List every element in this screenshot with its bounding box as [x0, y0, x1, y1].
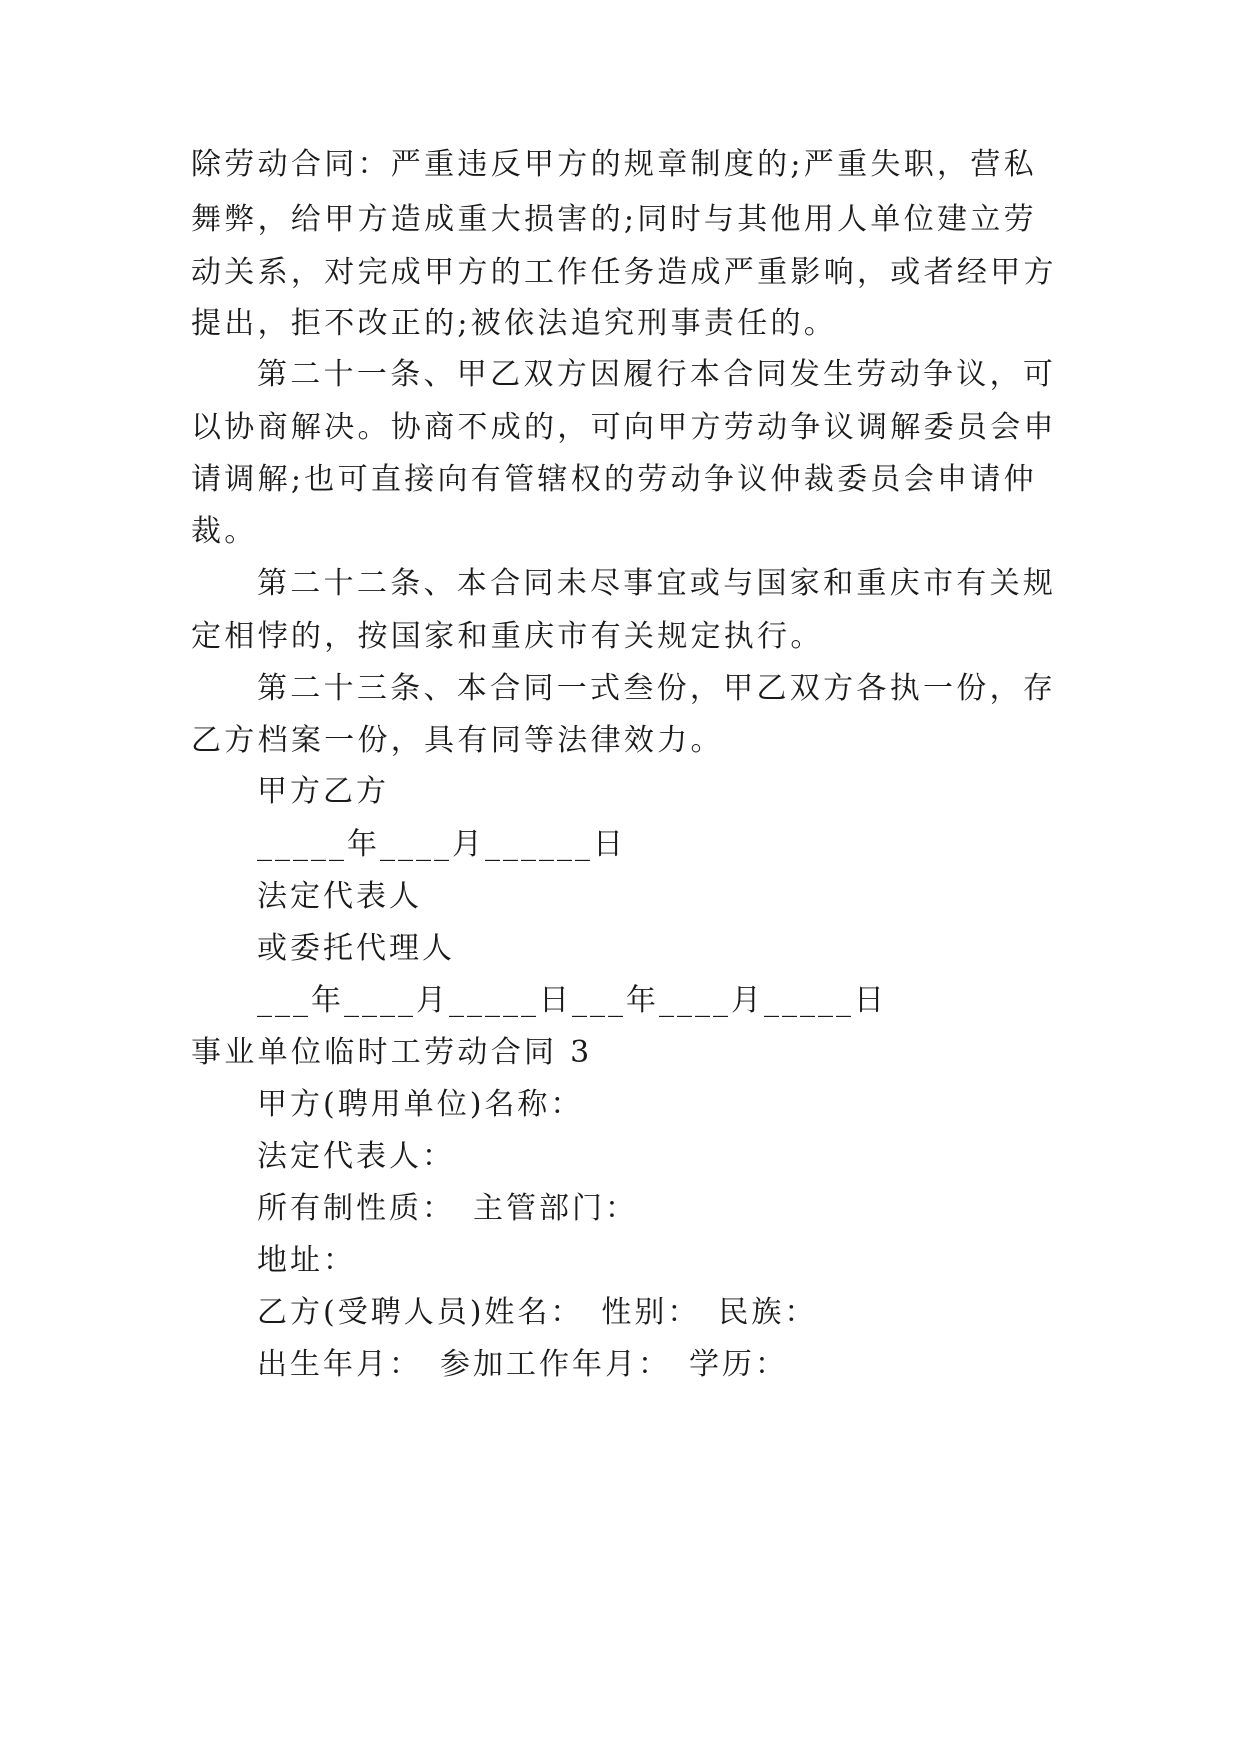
signature-parties: 甲方乙方: [257, 774, 389, 809]
section-title: 事业单位临时工劳动合同 3: [191, 1035, 593, 1070]
text-line: 请调解;也可直接向有管辖权的劳动争议仲裁委员会申请仲: [191, 462, 1037, 497]
text-line: 舞弊，给甲方造成重大损害的;同时与其他用人单位建立劳: [191, 202, 1037, 237]
text-line: 第二十一条、甲乙双方因履行本合同发生劳动争议，可: [257, 357, 1057, 392]
text-line: 以协商解决。协商不成的，可向甲方劳动争议调解委员会申: [191, 410, 1057, 445]
field-legal-rep: 法定代表人：: [257, 1139, 455, 1174]
text-line: 裁。: [191, 514, 258, 549]
field-employer-name: 甲方(聘用单位)名称：: [257, 1087, 584, 1122]
signature-date-line-double: ___年____月_____日___年____月_____日: [257, 983, 887, 1018]
signature-legal-rep: 法定代表人: [257, 879, 422, 914]
text-line: 定相悖的，按国家和重庆市有关规定执行。: [191, 619, 824, 654]
field-address: 地址：: [257, 1243, 356, 1278]
field-ownership-department: 所有制性质： 主管部门：: [257, 1191, 638, 1226]
text-line: 动关系，对完成甲方的工作任务造成严重影响，或者经甲方: [191, 255, 1057, 290]
text-line: 乙方档案一份，具有同等法律效力。: [191, 723, 724, 758]
text-line: 除劳动合同：严重违反甲方的规章制度的;严重失职，营私: [191, 147, 1037, 182]
field-employee-info: 乙方(受聘人员)姓名： 性别： 民族：: [257, 1295, 818, 1330]
text-line: 第二十三条、本合同一式叁份，甲乙双方各执一份，存: [257, 671, 1057, 706]
signature-date-line: _____年____月______日: [257, 827, 626, 862]
text-line: 提出，拒不改正的;被依法追究刑事责任的。: [191, 306, 838, 341]
signature-agent: 或委托代理人: [257, 931, 455, 966]
text-line: 第二十二条、本合同未尽事宜或与国家和重庆市有关规: [257, 566, 1057, 601]
field-birth-work-education: 出生年月： 参加工作年月： 学历：: [257, 1347, 788, 1382]
